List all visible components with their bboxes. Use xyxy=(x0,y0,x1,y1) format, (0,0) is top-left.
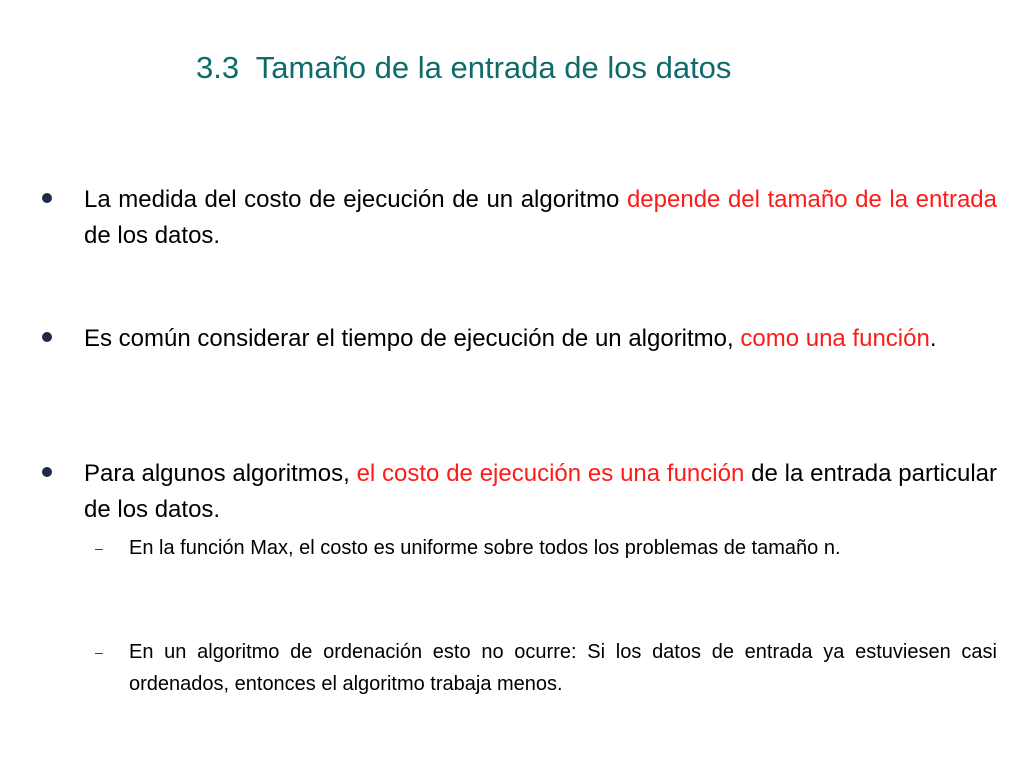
subitem-dash-icon: – xyxy=(95,644,103,660)
subitem-dash-icon: – xyxy=(95,540,103,556)
subitem-text: En un algoritmo de ordenación esto no ocurre: Si los datos de entrada ya estuviesen casi ordenados, entonces el algoritmo trabaja menos. xyxy=(129,641,997,695)
bullet-text-plain: Es común considerar el tiempo de ejecución de un algoritmo, xyxy=(84,325,741,352)
bullet-text-emphasis: como una función xyxy=(740,325,930,352)
bullet-dot-icon xyxy=(42,332,52,342)
bullet-text xyxy=(84,182,997,254)
bullet-text-plain: de la entrada particular de los datos. xyxy=(84,460,998,523)
bullet-text-plain: Para algunos algoritmos, xyxy=(84,460,357,487)
bullet-text-emphasis: depende del tamaño de la entrada xyxy=(626,186,997,213)
bullet-dot-icon xyxy=(42,193,52,203)
bullet-text-plain: La medida del costo de ejecución de un algoritmo xyxy=(84,186,627,213)
bullet-text xyxy=(84,321,997,357)
bullet-text-plain: de los datos. xyxy=(84,222,221,249)
bullet-text xyxy=(84,456,997,528)
bullet-text-plain: . xyxy=(929,325,937,352)
slide-title: 3.3 Tamaño de la entrada de los datos xyxy=(196,50,732,85)
bullet-text-emphasis: el costo de ejecución es una función xyxy=(356,460,745,487)
bullet-dot-icon xyxy=(42,467,52,477)
subitem-text: En la función Max, el costo es uniforme sobre todos los problemas de tamaño n. xyxy=(129,537,841,559)
